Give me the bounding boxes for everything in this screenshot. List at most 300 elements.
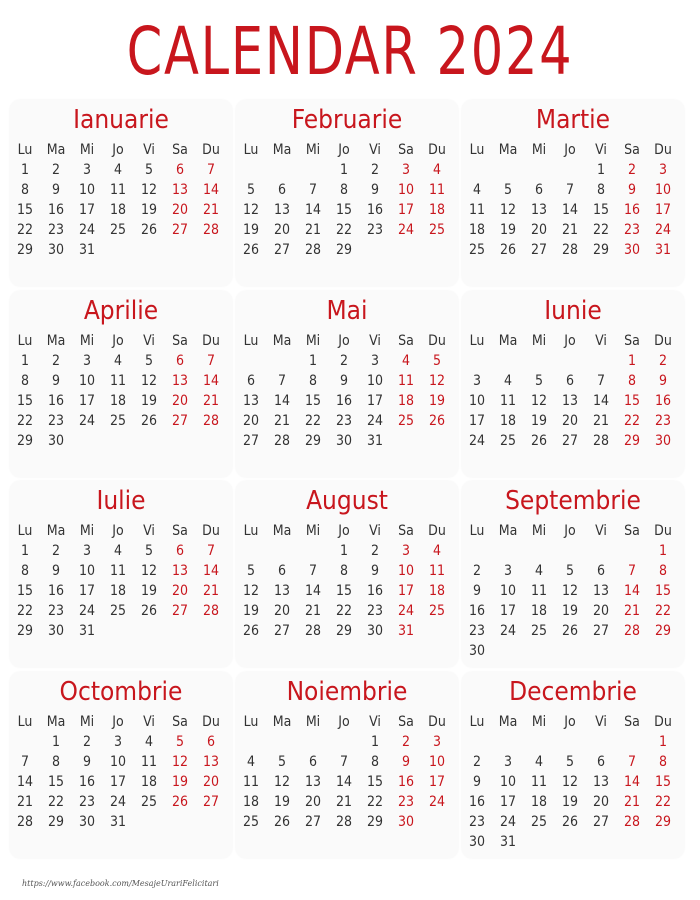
day-cell: 23 xyxy=(366,603,384,619)
day-cell: 21 xyxy=(623,794,641,810)
day-cell: 8 xyxy=(339,563,348,579)
weekday-header: Ma xyxy=(272,142,292,158)
day-cell: 16 xyxy=(397,774,415,790)
day-cell: 11 xyxy=(468,202,486,218)
weekday-header: Jo xyxy=(338,714,350,730)
weekday-header: Mi xyxy=(79,523,95,539)
weekday-header: Sa xyxy=(172,333,188,349)
day-cell: 22 xyxy=(335,222,353,238)
day-cell: 19 xyxy=(561,794,579,810)
month-name: Septembrie xyxy=(505,486,641,516)
day-cell: 6 xyxy=(534,182,543,198)
day-cell: 25 xyxy=(468,242,486,258)
day-cell: 10 xyxy=(78,373,96,389)
day-cell: 6 xyxy=(175,353,184,369)
day-cell: 5 xyxy=(565,754,574,770)
day-cell: 2 xyxy=(658,353,667,369)
day-cell: 15 xyxy=(366,774,384,790)
day-cell: 28 xyxy=(202,413,220,429)
day-cell: 28 xyxy=(202,603,220,619)
day-cell: 17 xyxy=(397,202,415,218)
day-cell: 1 xyxy=(596,162,605,178)
weekday-header: Du xyxy=(202,142,220,158)
day-cell: 30 xyxy=(468,643,486,659)
day-cell: 21 xyxy=(623,603,641,619)
day-cell: 4 xyxy=(534,754,543,770)
day-cell: 24 xyxy=(78,603,96,619)
day-cell: 19 xyxy=(140,202,158,218)
weekday-header: Lu xyxy=(17,523,33,539)
day-cell: 21 xyxy=(561,222,579,238)
day-cell: 25 xyxy=(499,433,517,449)
day-cell: 11 xyxy=(428,563,446,579)
day-cell: 12 xyxy=(242,202,260,218)
month-name: Noiembrie xyxy=(286,677,408,707)
month-name: Decembrie xyxy=(509,677,637,707)
day-cell: 10 xyxy=(78,182,96,198)
day-cell: 22 xyxy=(16,413,34,429)
day-cell: 8 xyxy=(20,373,29,389)
day-cell: 16 xyxy=(335,393,353,409)
day-cell: 6 xyxy=(596,754,605,770)
day-cell: 25 xyxy=(109,413,127,429)
day-cell: 6 xyxy=(246,373,255,389)
day-cell: 23 xyxy=(47,222,65,238)
day-cell: 19 xyxy=(499,222,517,238)
day-cell: 8 xyxy=(308,373,317,389)
day-cell: 19 xyxy=(428,393,446,409)
day-cell: 17 xyxy=(428,774,446,790)
day-cell: 30 xyxy=(366,623,384,639)
day-cell: 31 xyxy=(499,834,517,850)
weekday-header: Vi xyxy=(143,333,155,349)
day-cell: 18 xyxy=(428,202,446,218)
day-cell: 6 xyxy=(565,373,574,389)
day-cell: 28 xyxy=(304,623,322,639)
day-cell: 3 xyxy=(503,563,512,579)
month-iulie xyxy=(10,481,232,667)
day-cell: 19 xyxy=(273,794,291,810)
day-cell: 17 xyxy=(78,202,96,218)
day-cell: 12 xyxy=(242,583,260,599)
day-cell: 27 xyxy=(242,433,260,449)
weekday-header: Lu xyxy=(469,333,485,349)
day-cell: 16 xyxy=(366,583,384,599)
weekday-header: Lu xyxy=(243,714,259,730)
day-cell: 28 xyxy=(623,814,641,830)
day-cell: 1 xyxy=(20,353,29,369)
day-cell: 17 xyxy=(499,603,517,619)
day-cell: 22 xyxy=(335,603,353,619)
day-cell: 9 xyxy=(627,182,636,198)
day-cell: 12 xyxy=(140,182,158,198)
day-cell: 2 xyxy=(370,543,379,559)
day-cell: 6 xyxy=(308,754,317,770)
day-cell: 14 xyxy=(304,583,322,599)
day-cell: 25 xyxy=(530,623,548,639)
day-cell: 12 xyxy=(428,373,446,389)
day-cell: 7 xyxy=(565,182,574,198)
day-cell: 23 xyxy=(397,794,415,810)
day-cell: 12 xyxy=(499,202,517,218)
weekday-header: Lu xyxy=(469,714,485,730)
month-august xyxy=(236,481,458,667)
day-cell: 13 xyxy=(171,563,189,579)
day-cell: 5 xyxy=(565,563,574,579)
weekday-header: Du xyxy=(654,333,672,349)
weekday-header: Lu xyxy=(17,333,33,349)
weekday-header: Ma xyxy=(498,333,518,349)
day-cell: 22 xyxy=(654,794,672,810)
day-cell: 23 xyxy=(468,814,486,830)
day-cell: 3 xyxy=(401,543,410,559)
day-cell: 20 xyxy=(202,774,220,790)
weekday-header: Jo xyxy=(564,333,576,349)
day-cell: 30 xyxy=(47,623,65,639)
day-cell: 31 xyxy=(78,242,96,258)
day-cell: 10 xyxy=(654,182,672,198)
day-cell: 5 xyxy=(534,373,543,389)
day-cell: 29 xyxy=(335,242,353,258)
day-cell: 13 xyxy=(561,393,579,409)
day-cell: 24 xyxy=(397,603,415,619)
weekday-header: Du xyxy=(202,523,220,539)
weekday-header: Ma xyxy=(272,523,292,539)
day-cell: 14 xyxy=(335,774,353,790)
weekday-header: Sa xyxy=(172,142,188,158)
day-cell: 17 xyxy=(499,794,517,810)
day-cell: 8 xyxy=(370,754,379,770)
weekday-header: Vi xyxy=(595,523,607,539)
day-cell: 27 xyxy=(171,222,189,238)
day-cell: 26 xyxy=(140,603,158,619)
day-cell: 1 xyxy=(20,162,29,178)
day-cell: 28 xyxy=(16,814,34,830)
day-cell: 14 xyxy=(623,583,641,599)
weekday-header: Lu xyxy=(243,142,259,158)
day-cell: 20 xyxy=(592,603,610,619)
weekday-header: Ma xyxy=(498,714,518,730)
day-cell: 2 xyxy=(472,563,481,579)
day-cell: 31 xyxy=(366,433,384,449)
day-cell: 31 xyxy=(78,623,96,639)
weekday-header: Lu xyxy=(243,333,259,349)
weekday-header: Mi xyxy=(305,142,321,158)
day-cell: 10 xyxy=(428,754,446,770)
day-cell: 18 xyxy=(109,583,127,599)
day-cell: 1 xyxy=(658,543,667,559)
day-cell: 4 xyxy=(503,373,512,389)
day-cell: 27 xyxy=(561,433,579,449)
day-cell: 11 xyxy=(140,754,158,770)
weekday-header: Sa xyxy=(624,333,640,349)
day-cell: 13 xyxy=(242,393,260,409)
day-cell: 19 xyxy=(171,774,189,790)
day-cell: 26 xyxy=(171,794,189,810)
day-cell: 27 xyxy=(592,623,610,639)
day-cell: 5 xyxy=(432,353,441,369)
day-cell: 6 xyxy=(596,563,605,579)
day-cell: 7 xyxy=(206,543,215,559)
month-name: Iulie xyxy=(96,486,146,516)
day-cell: 13 xyxy=(273,202,291,218)
day-cell: 7 xyxy=(627,754,636,770)
day-cell: 16 xyxy=(623,202,641,218)
day-cell: 20 xyxy=(592,794,610,810)
day-cell: 22 xyxy=(366,794,384,810)
weekday-header: Jo xyxy=(112,333,124,349)
day-cell: 15 xyxy=(16,393,34,409)
weekday-header: Sa xyxy=(398,333,414,349)
day-cell: 23 xyxy=(78,794,96,810)
day-cell: 1 xyxy=(308,353,317,369)
month-name: Mai xyxy=(326,296,368,326)
weekday-header: Lu xyxy=(469,523,485,539)
weekday-header: Vi xyxy=(595,142,607,158)
day-cell: 2 xyxy=(51,162,60,178)
day-cell: 31 xyxy=(654,242,672,258)
day-cell: 3 xyxy=(658,162,667,178)
day-cell: 8 xyxy=(20,182,29,198)
day-cell: 14 xyxy=(623,774,641,790)
day-cell: 30 xyxy=(47,242,65,258)
day-cell: 8 xyxy=(20,563,29,579)
day-cell: 18 xyxy=(109,202,127,218)
day-cell: 20 xyxy=(171,583,189,599)
day-cell: 19 xyxy=(561,603,579,619)
day-cell: 2 xyxy=(627,162,636,178)
day-cell: 7 xyxy=(596,373,605,389)
day-cell: 7 xyxy=(206,353,215,369)
day-cell: 14 xyxy=(561,202,579,218)
day-cell: 9 xyxy=(370,563,379,579)
weekday-header: Mi xyxy=(79,333,95,349)
day-cell: 15 xyxy=(16,583,34,599)
day-cell: 24 xyxy=(428,794,446,810)
day-cell: 12 xyxy=(530,393,548,409)
day-cell: 25 xyxy=(140,794,158,810)
day-cell: 19 xyxy=(140,393,158,409)
month-septembrie xyxy=(462,481,684,667)
day-cell: 31 xyxy=(109,814,127,830)
day-cell: 16 xyxy=(47,583,65,599)
day-cell: 1 xyxy=(339,162,348,178)
weekday-header: Sa xyxy=(624,523,640,539)
weekday-header: Du xyxy=(654,523,672,539)
weekday-header: Mi xyxy=(531,523,547,539)
day-cell: 2 xyxy=(339,353,348,369)
day-cell: 25 xyxy=(428,222,446,238)
day-cell: 25 xyxy=(242,814,260,830)
weekday-header: Jo xyxy=(112,714,124,730)
day-cell: 2 xyxy=(51,543,60,559)
day-cell: 3 xyxy=(82,353,91,369)
month-name: Aprilie xyxy=(83,296,159,326)
weekday-header: Mi xyxy=(531,142,547,158)
day-cell: 17 xyxy=(109,774,127,790)
day-cell: 6 xyxy=(277,182,286,198)
day-cell: 28 xyxy=(304,242,322,258)
day-cell: 19 xyxy=(242,222,260,238)
day-cell: 30 xyxy=(468,834,486,850)
day-cell: 17 xyxy=(78,393,96,409)
weekday-header: Mi xyxy=(305,333,321,349)
day-cell: 9 xyxy=(658,373,667,389)
weekday-header: Vi xyxy=(369,523,381,539)
weekday-header: Mi xyxy=(79,714,95,730)
day-cell: 22 xyxy=(623,413,641,429)
month-name: August xyxy=(306,486,388,516)
day-cell: 13 xyxy=(592,774,610,790)
day-cell: 3 xyxy=(472,373,481,389)
day-cell: 15 xyxy=(654,774,672,790)
day-cell: 27 xyxy=(171,603,189,619)
day-cell: 4 xyxy=(113,543,122,559)
day-cell: 17 xyxy=(654,202,672,218)
day-cell: 29 xyxy=(654,814,672,830)
weekday-header: Jo xyxy=(338,523,350,539)
day-cell: 16 xyxy=(366,202,384,218)
day-cell: 11 xyxy=(109,563,127,579)
day-cell: 8 xyxy=(658,563,667,579)
day-cell: 11 xyxy=(109,182,127,198)
day-cell: 13 xyxy=(592,583,610,599)
weekday-header: Lu xyxy=(17,142,33,158)
weekday-header: Jo xyxy=(564,523,576,539)
day-cell: 13 xyxy=(202,754,220,770)
day-cell: 24 xyxy=(109,794,127,810)
day-cell: 26 xyxy=(561,814,579,830)
day-cell: 17 xyxy=(78,583,96,599)
day-cell: 24 xyxy=(654,222,672,238)
day-cell: 30 xyxy=(78,814,96,830)
day-cell: 18 xyxy=(530,603,548,619)
day-cell: 23 xyxy=(47,603,65,619)
day-cell: 28 xyxy=(561,242,579,258)
day-cell: 7 xyxy=(277,373,286,389)
weekday-header: Ma xyxy=(498,523,518,539)
day-cell: 24 xyxy=(78,413,96,429)
page-title: CALENDAR 2024 xyxy=(126,13,574,90)
day-cell: 5 xyxy=(144,162,153,178)
weekday-header: Mi xyxy=(305,523,321,539)
day-cell: 14 xyxy=(16,774,34,790)
day-cell: 18 xyxy=(499,413,517,429)
day-cell: 30 xyxy=(623,242,641,258)
day-cell: 8 xyxy=(596,182,605,198)
day-cell: 25 xyxy=(397,413,415,429)
weekday-header: Ma xyxy=(46,142,66,158)
day-cell: 15 xyxy=(16,202,34,218)
weekday-header: Sa xyxy=(172,523,188,539)
day-cell: 6 xyxy=(175,543,184,559)
day-cell: 25 xyxy=(428,603,446,619)
weekday-header: Du xyxy=(202,333,220,349)
day-cell: 18 xyxy=(468,222,486,238)
day-cell: 18 xyxy=(428,583,446,599)
day-cell: 14 xyxy=(592,393,610,409)
month-februarie xyxy=(236,100,458,286)
day-cell: 28 xyxy=(202,222,220,238)
weekday-header: Du xyxy=(654,142,672,158)
day-cell: 16 xyxy=(47,393,65,409)
day-cell: 18 xyxy=(242,794,260,810)
day-cell: 2 xyxy=(472,754,481,770)
day-cell: 30 xyxy=(654,433,672,449)
day-cell: 20 xyxy=(304,794,322,810)
day-cell: 21 xyxy=(16,794,34,810)
day-cell: 28 xyxy=(623,623,641,639)
day-cell: 29 xyxy=(335,623,353,639)
weekday-header: Ma xyxy=(46,333,66,349)
day-cell: 6 xyxy=(206,734,215,750)
day-cell: 21 xyxy=(592,413,610,429)
day-cell: 28 xyxy=(273,433,291,449)
day-cell: 19 xyxy=(530,413,548,429)
weekday-header: Ma xyxy=(46,523,66,539)
day-cell: 12 xyxy=(140,563,158,579)
month-name: Ianuarie xyxy=(73,105,169,135)
day-cell: 26 xyxy=(530,433,548,449)
day-cell: 24 xyxy=(366,413,384,429)
day-cell: 30 xyxy=(47,433,65,449)
day-cell: 12 xyxy=(273,774,291,790)
day-cell: 16 xyxy=(654,393,672,409)
day-cell: 3 xyxy=(503,754,512,770)
weekday-header: Ma xyxy=(272,714,292,730)
day-cell: 17 xyxy=(397,583,415,599)
day-cell: 5 xyxy=(144,543,153,559)
weekday-header: Vi xyxy=(143,714,155,730)
day-cell: 5 xyxy=(246,182,255,198)
day-cell: 17 xyxy=(366,393,384,409)
weekday-header: Jo xyxy=(112,523,124,539)
day-cell: 2 xyxy=(51,353,60,369)
day-cell: 29 xyxy=(366,814,384,830)
day-cell: 28 xyxy=(335,814,353,830)
day-cell: 22 xyxy=(592,222,610,238)
day-cell: 6 xyxy=(175,162,184,178)
day-cell: 15 xyxy=(47,774,65,790)
day-cell: 1 xyxy=(627,353,636,369)
weekday-header: Ma xyxy=(498,142,518,158)
day-cell: 15 xyxy=(335,583,353,599)
weekday-header: Vi xyxy=(143,523,155,539)
day-cell: 26 xyxy=(242,623,260,639)
day-cell: 2 xyxy=(401,734,410,750)
day-cell: 29 xyxy=(304,433,322,449)
day-cell: 26 xyxy=(140,222,158,238)
day-cell: 1 xyxy=(51,734,60,750)
day-cell: 7 xyxy=(308,182,317,198)
day-cell: 3 xyxy=(82,543,91,559)
day-cell: 11 xyxy=(397,373,415,389)
day-cell: 9 xyxy=(472,583,481,599)
month-mai xyxy=(236,291,458,477)
day-cell: 15 xyxy=(623,393,641,409)
day-cell: 4 xyxy=(432,543,441,559)
day-cell: 20 xyxy=(242,413,260,429)
day-cell: 15 xyxy=(304,393,322,409)
day-cell: 17 xyxy=(468,413,486,429)
day-cell: 13 xyxy=(530,202,548,218)
day-cell: 7 xyxy=(206,162,215,178)
day-cell: 20 xyxy=(171,393,189,409)
weekday-header: Mi xyxy=(79,142,95,158)
day-cell: 1 xyxy=(339,543,348,559)
weekday-header: Du xyxy=(428,142,446,158)
day-cell: 24 xyxy=(78,222,96,238)
